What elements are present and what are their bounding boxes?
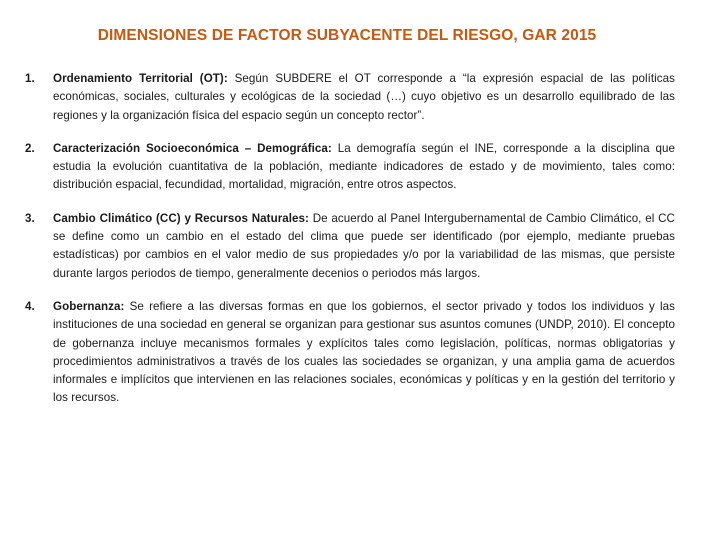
list-item-gobernanza — [25, 298, 675, 408]
list-item-number: 3. — [25, 211, 35, 225]
list-item-text: La demografía según el INE, corresponde a la disciplina que estudia la evolución cuantitativa de la población, mediante indicadores de estado y de movimiento, tales como: distribución espacial, fecundidad, mortalidad, migración, entre otros aspectos. — [53, 141, 675, 192]
list-item-term: Cambio Climático (CC) y Recursos Naturales: — [53, 211, 309, 225]
list-item-caracterizacion-socioeconomica — [25, 140, 675, 195]
list-item-term: Gobernanza: — [53, 299, 125, 313]
list-item-text: Se refiere a las diversas formas en que los gobiernos, el sector privado y todos los individuos y las instituciones de una sociedad en general se organizan para gestionar sus asuntos comunes (UNDP, 2010). El concepto de gobernanza incluye mecanismos formales y explícitos tales como legislación, políticas, normas obligatorias y procedimientos administrativos a través de los cuales las sociedades se organizan, y una amplia gama de acuerdos informales e implícitos que intervienen en las relaciones sociales, económicas y políticas y en la gestión del territorio y los recursos. — [53, 299, 675, 405]
list-item-number: 2. — [25, 141, 35, 155]
slide-title: DIMENSIONES DE FACTOR SUBYACENTE DEL RIESGO, GAR 2015 — [97, 27, 597, 44]
list-item-cambio-climatico — [25, 210, 675, 283]
list-item-text: Según SUBDERE el OT corresponde a “la expresión espacial de las políticas económicas, sociales, culturales y ecológicas de la sociedad (…) cuyo objetivo es un desarrollo equilibrado de las regiones y la organización física del espacio según un concepto rector”. — [53, 72, 675, 122]
list-item-text: De acuerdo al Panel Intergubernamental de Cambio Climático, el CC se define como un cambio en el estado del clima que puede ser identificado (por ejemplo, mediante pruebas estadísticas) por cambios en el valor medio de sus propiedades y/o por la variabilidad de las mismas, que persiste durante largos periodos de tiempo, generalmente decenios o periodos más largos. — [53, 211, 675, 280]
list-item-number: 1. — [25, 72, 35, 85]
list-item-term: Ordenamiento Territorial (OT): — [53, 72, 228, 85]
dimension-list — [25, 70, 675, 423]
list-item-term: Caracterización Socioeconómica – Demográfica: — [53, 141, 332, 155]
list-item-ordenamiento-territorial — [25, 70, 675, 125]
list-item-number: 4. — [25, 299, 35, 313]
